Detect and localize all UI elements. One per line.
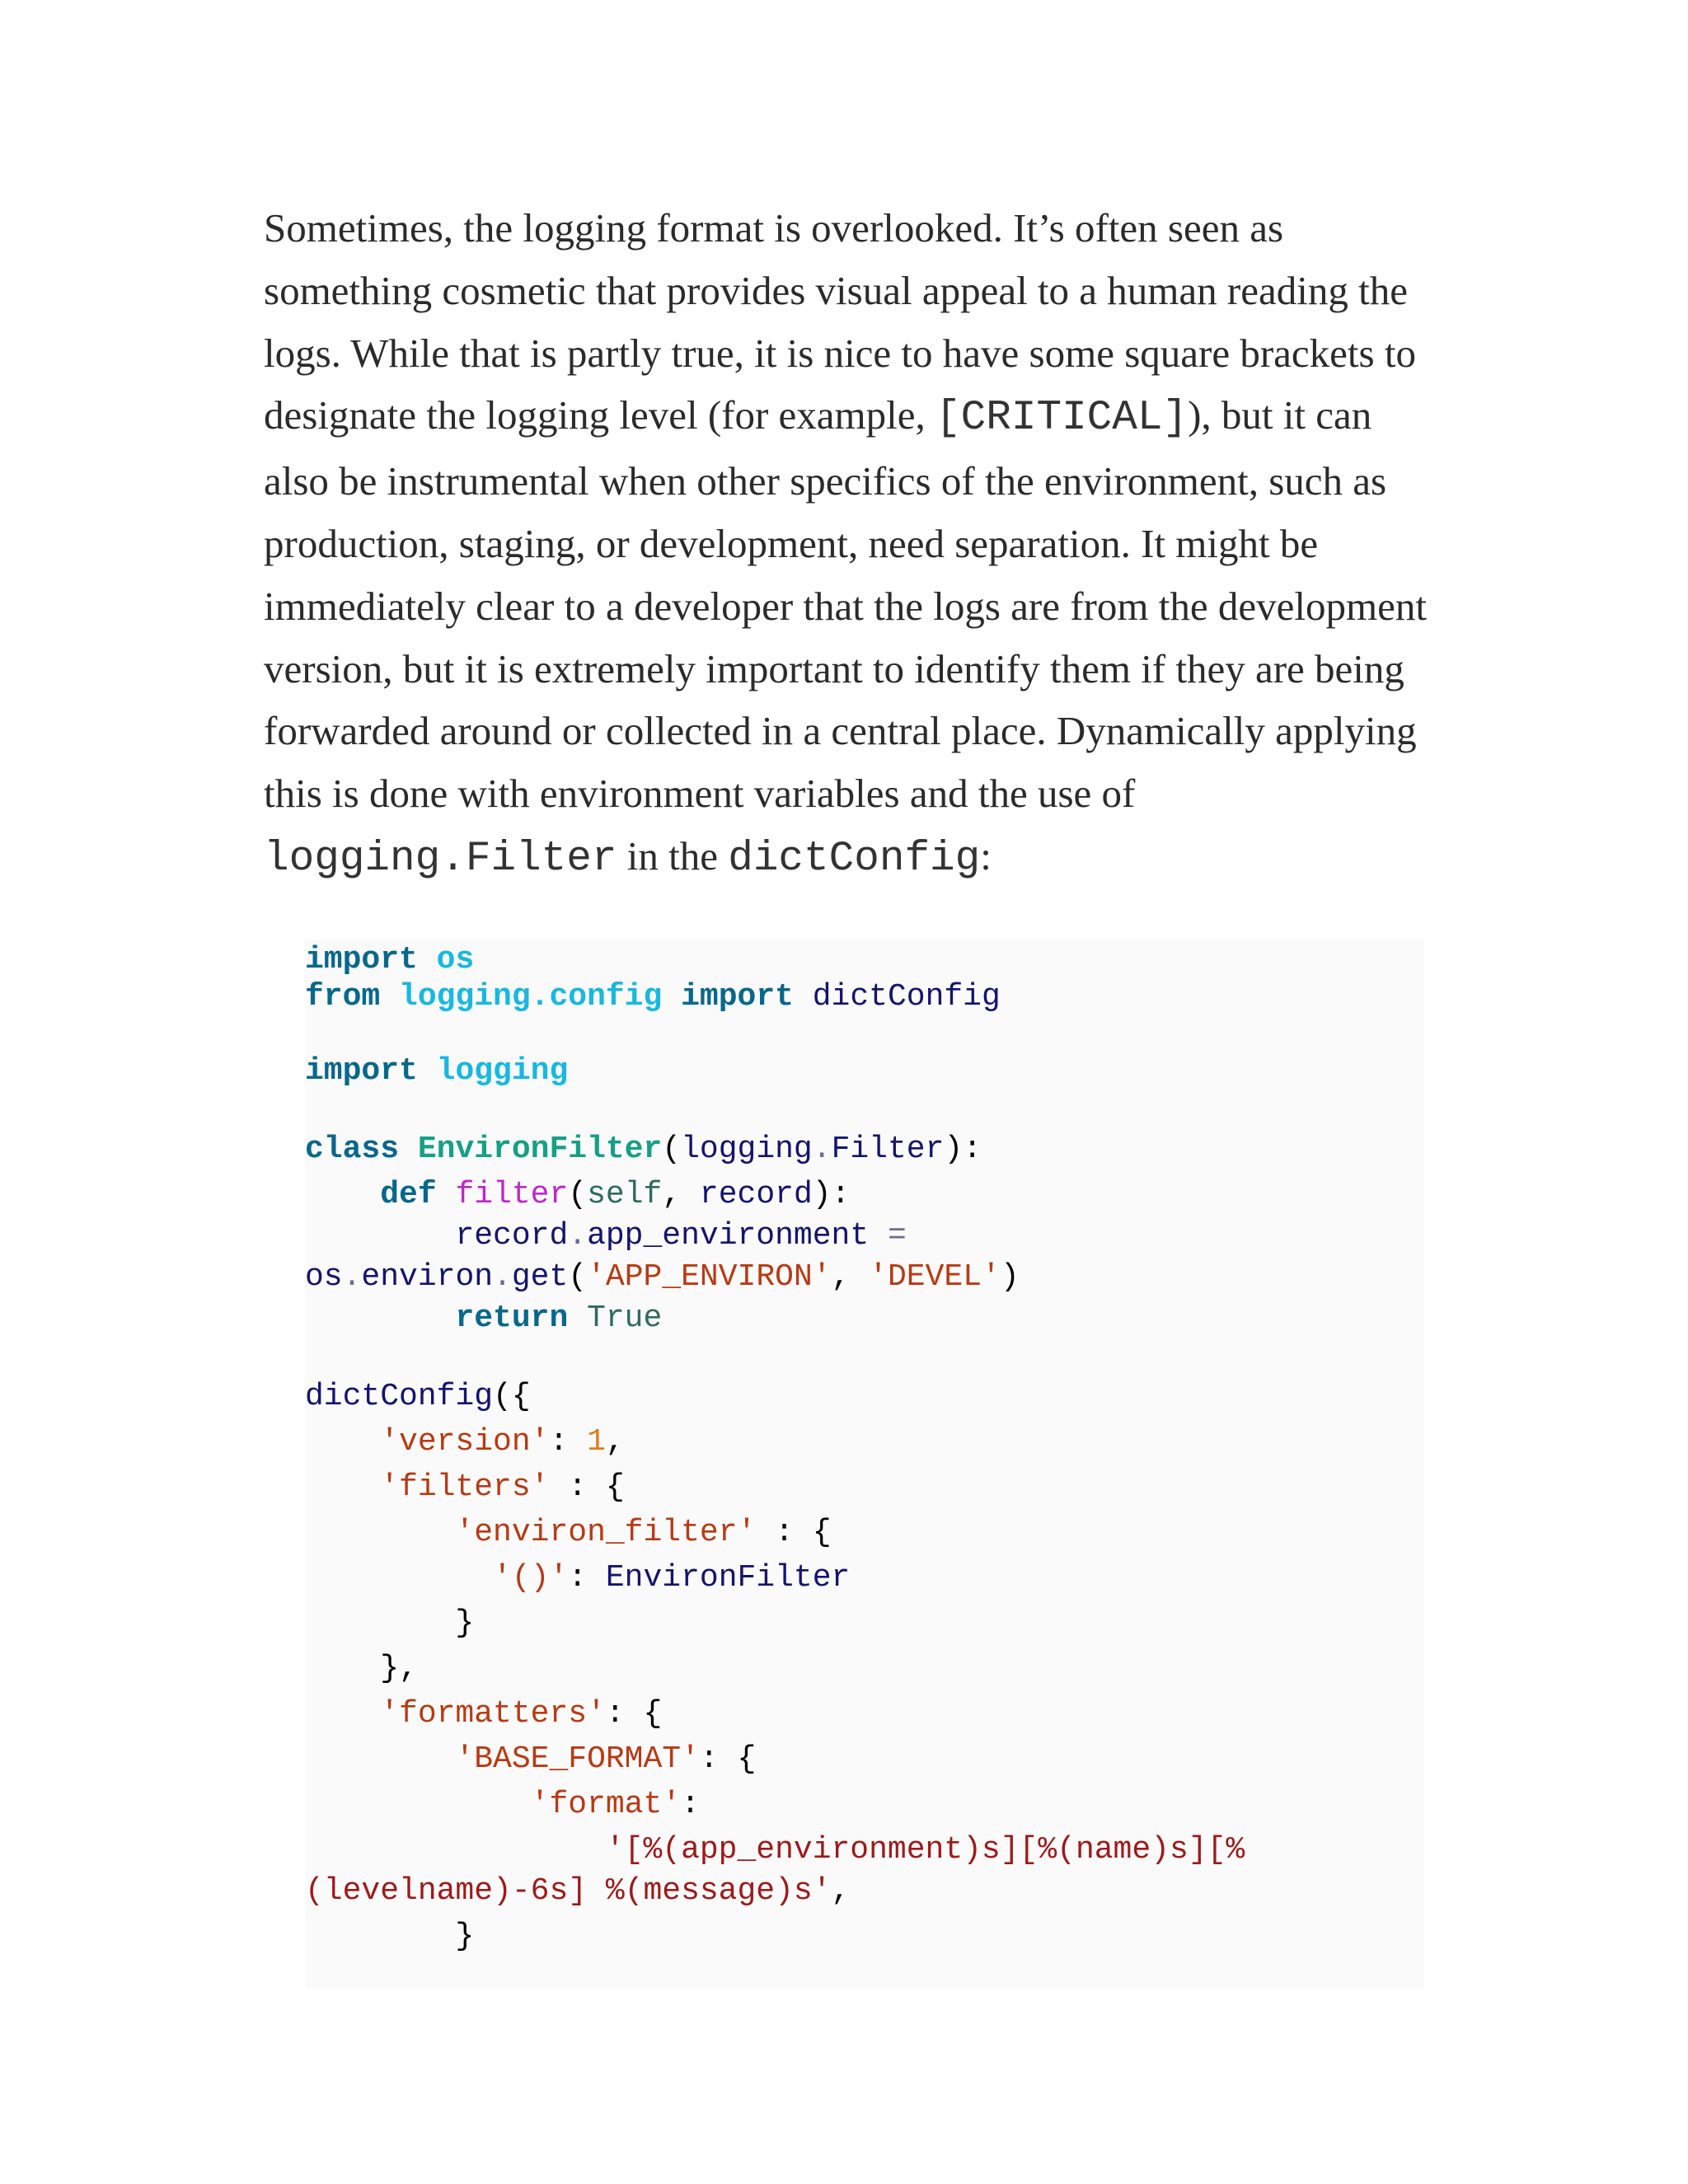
paragraph-text-3: in the [617, 832, 729, 879]
code-line: from logging.config import dictConfig [305, 979, 1001, 1015]
code-line: import logging [305, 1053, 569, 1089]
code-line: dictConfig({ [305, 1379, 531, 1414]
inline-code-dictconfig: dictConfig [728, 835, 981, 883]
code-line: return True [455, 1301, 663, 1336]
code-line: }, [305, 1651, 418, 1686]
code-line: record.app_environment = [455, 1218, 907, 1254]
code-line: class EnvironFilter(logging.Filter): [305, 1132, 982, 1167]
code-line: '[%(app_environment)s][%(name)s][% [605, 1832, 1245, 1868]
code-line: 'filters' : { [380, 1469, 625, 1505]
code-line: def filter(self, record): [380, 1177, 851, 1212]
code-line: 'environ_filter' : { [455, 1515, 832, 1550]
code-block [305, 940, 1424, 1988]
code-line: } [305, 1919, 475, 1954]
code-line: (levelname)-6s] %(message)s', [305, 1873, 851, 1909]
code-listing [305, 940, 1424, 1954]
code-line: 'BASE_FORMAT': { [455, 1741, 757, 1777]
inline-code-logging-filter: logging.Filter [264, 835, 617, 883]
code-line: '()': EnvironFilter [493, 1560, 851, 1596]
code-line: 'formatters': { [380, 1696, 663, 1732]
body-paragraph [264, 197, 1434, 891]
paragraph-text-1: Sometimes, the logging format is overlooked. It’s often seen as something cosmetic that provides visual appeal to a human reading the logs. While that is partly true, it is nice to have some square brackets to designate the logging level (for example, [264, 205, 1416, 438]
paragraph-text-4: : [980, 832, 992, 879]
paragraph-text-2: ), but it can also be instrumental when other specifics of the environment, such as production, staging, or development, need separation. It might be immediately clear to a developer that the logs are from the development version, but it is extremely important to identify them if they are being forwarded around or collected in a central place. Dynamically applying this is done with environment variables and the use of [264, 392, 1427, 817]
code-line: 'version': 1, [380, 1424, 625, 1460]
code-line: os.environ.get('APP_ENVIRON', 'DEVEL') [305, 1259, 1020, 1295]
code-line: import os [305, 942, 475, 977]
inline-code-critical: [CRITICAL] [935, 395, 1189, 443]
code-line: } [305, 1605, 475, 1641]
code-line: 'format': [530, 1787, 700, 1822]
